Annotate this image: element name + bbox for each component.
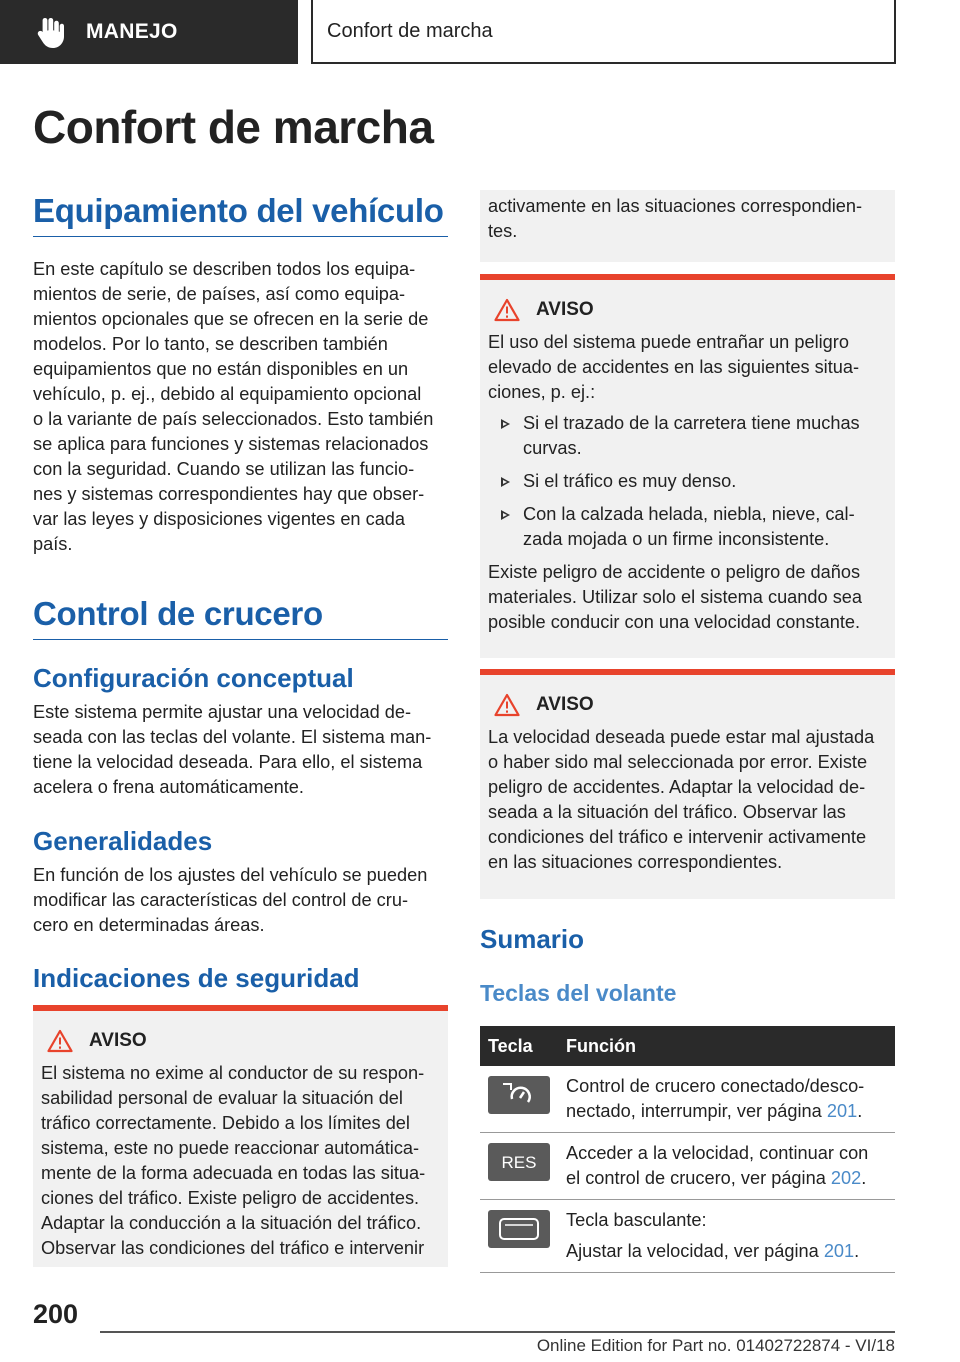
- warning-triangle-icon: [47, 1029, 73, 1053]
- text-line: El sistema no exime al conductor de su respon-: [41, 1063, 425, 1083]
- function-text: Tecla basculante:: [566, 1210, 707, 1230]
- text-line: equipamientos que no están disponibles en un: [33, 359, 409, 379]
- list-item: [488, 469, 887, 494]
- table-header-row: [480, 1026, 895, 1066]
- page-number: 200: [33, 1299, 79, 1329]
- text-line: país.: [33, 534, 73, 554]
- text-line: tráfico correctamente. Debido a los límites del: [41, 1113, 410, 1133]
- text-line: ciones, p. ej.:: [488, 382, 596, 402]
- text-line: La velocidad deseada puede estar mal ajustada: [488, 727, 875, 747]
- key-icon-cell: [480, 1133, 558, 1200]
- text-line: acelera o frena automáticamente.: [33, 777, 304, 797]
- warning-header-1: [41, 1029, 440, 1053]
- text-line: en las situaciones correspondientes.: [488, 852, 783, 872]
- heading-indicaciones: Indicaciones de seguridad: [33, 963, 360, 993]
- warning-text-1: [41, 1061, 440, 1261]
- text-line: Existe peligro de accidente o peligro de daños: [488, 562, 861, 582]
- text-line: Adaptar la conducción a la situación del tráfico.: [41, 1213, 422, 1233]
- key-icon-cell: [480, 1200, 558, 1273]
- list-item: [488, 411, 887, 461]
- text-line: Si el tráfico es muy denso.: [523, 471, 737, 491]
- warning-box-1: [33, 1005, 448, 1267]
- footer-divider: [100, 1331, 895, 1333]
- text-line: Este sistema permite ajustar una velocidad de-: [33, 702, 412, 722]
- table-row: [480, 1066, 895, 1133]
- warning-bullet-list: [488, 411, 887, 552]
- function-text: Ajustar la velocidad, ver página: [566, 1241, 824, 1261]
- function-text: .: [854, 1241, 860, 1261]
- warning-text-2: [488, 330, 887, 405]
- text-line: se aplica para funciones y sistemas relacionados: [33, 434, 429, 454]
- text-line: Con la calzada helada, niebla, nieve, cal-: [523, 504, 855, 524]
- text-line: Si el trazado de la carretera tiene muchas: [523, 413, 860, 433]
- page-link-201[interactable]: 201: [823, 1241, 855, 1261]
- text-line: En este capítulo se describen todos los equipa-: [33, 259, 416, 279]
- heading-control-crucero: Control de crucero: [33, 595, 448, 640]
- key-icon-cell: [480, 1066, 558, 1133]
- heading-teclas-volante: Teclas del volante: [480, 980, 677, 1006]
- text-line: seada con las teclas del volante. El sistema man-: [33, 727, 432, 747]
- text-line: o la variante de país seleccionados. Esto también: [33, 409, 434, 429]
- warning-header-2: [488, 298, 887, 322]
- text-line: tiene la velocidad deseada. Para ello, el sistema: [33, 752, 423, 772]
- warning-label: AVISO: [89, 1030, 147, 1051]
- text-line: mientos opcionales que se ofrecen en la serie de: [33, 309, 429, 329]
- paragraph-equipamiento: [33, 257, 453, 557]
- function-text: Acceder a la velocidad, continuar con: [566, 1143, 869, 1163]
- wheel-keys-table: [480, 1026, 895, 1273]
- function-text: .: [861, 1168, 867, 1188]
- warning-label: AVISO: [536, 694, 594, 715]
- cruise-control-icon: [488, 1076, 550, 1114]
- text-line: o haber sido mal seleccionada por error. Existe: [488, 752, 868, 772]
- text-line: El uso del sistema puede entrañar un peligro: [488, 332, 849, 352]
- text-line: zada mojada o un firme inconsistente.: [523, 529, 830, 549]
- chapter-title: Confort de marcha: [33, 101, 434, 153]
- text-line: posible conducir con una velocidad constante.: [488, 612, 861, 632]
- warning-continuation: [480, 190, 895, 262]
- text-line: modificar las características del control de cru-: [33, 890, 409, 910]
- text-line: var las leyes y disposiciones vigentes en cada: [33, 509, 406, 529]
- text-line: seada a la situación del tráfico. Observar las: [488, 802, 846, 822]
- text-line: tes.: [488, 221, 518, 241]
- text-line: curvas.: [523, 438, 582, 458]
- function-text: Control de crucero conectado/desco-: [566, 1076, 865, 1096]
- chapter-tab[interactable]: [311, 0, 896, 64]
- warning-triangle-icon: [494, 693, 520, 717]
- warning-box-2: [480, 274, 895, 658]
- heading-generalidades: Generalidades: [33, 826, 213, 856]
- table-row: [480, 1133, 895, 1200]
- warning-label: AVISO: [536, 299, 594, 320]
- text-line: sabilidad personal de evaluar la situación del: [41, 1088, 403, 1108]
- paragraph-generalidades: [33, 863, 453, 938]
- column-header-key: Tecla: [480, 1026, 558, 1066]
- text-line: nes y sistemas correspondientes hay que obser-: [33, 484, 425, 504]
- heading-sumario: Sumario: [480, 924, 585, 954]
- text-line: En función de los ajustes del vehículo se pueden: [33, 865, 428, 885]
- text-line: sistema, este no puede reaccionar automática-: [41, 1138, 420, 1158]
- rocker-switch-icon: [488, 1210, 550, 1248]
- text-line: vehículo, p. ej., debido al equipamiento opcional: [33, 384, 422, 404]
- warning-text-3: [488, 725, 887, 875]
- res-button-icon: RES: [488, 1143, 550, 1181]
- section-tab[interactable]: [0, 0, 298, 64]
- paragraph-configuracion: [33, 700, 453, 800]
- text-line: condiciones del tráfico e intervenir activamente: [488, 827, 867, 847]
- text-line: ciones del tráfico. Existe peligro de accidentes.: [41, 1188, 420, 1208]
- section-label: MANEJO: [86, 20, 178, 43]
- function-text: el control de crucero, ver página: [566, 1168, 831, 1188]
- page-header: [0, 0, 960, 66]
- text-line: cero en determinadas áreas.: [33, 915, 265, 935]
- function-text: nectado, interrumpir, ver página: [566, 1101, 827, 1121]
- text-line: con la seguridad. Cuando se utilizan las funcio-: [33, 459, 415, 479]
- heading-configuracion: Configuración conceptual: [33, 663, 354, 693]
- text-line: materiales. Utilizar solo el sistema cuando sea: [488, 587, 863, 607]
- warning-continuation-text: [488, 194, 887, 244]
- heading-equipamiento: Equipamiento del vehículo: [33, 192, 448, 237]
- warning-triangle-icon: [494, 298, 520, 322]
- text-line: modelos. Por lo tanto, se describen también: [33, 334, 388, 354]
- page-link-202[interactable]: 202: [830, 1168, 862, 1188]
- chapter-tab-label: Confort de marcha: [327, 19, 493, 42]
- text-line: peligro de accidentes. Adaptar la velocidad de-: [488, 777, 866, 797]
- text-line: mientos de serie, de países, así como equipa-: [33, 284, 406, 304]
- function-text: .: [857, 1101, 863, 1121]
- warning-header-3: [488, 693, 887, 717]
- table-row: [480, 1200, 895, 1273]
- edition-text: Online Edition for Part no. 01402722874 - VI/18: [536, 1336, 895, 1355]
- page-link-201[interactable]: 201: [826, 1101, 858, 1121]
- key-function-cell: [558, 1066, 895, 1133]
- text-line: mente de la forma adecuada en todas las situa-: [41, 1163, 426, 1183]
- text-line: activamente en las situaciones correspondien-: [488, 196, 863, 216]
- warning-text-2-after: [488, 560, 887, 635]
- key-function-cell: [558, 1133, 895, 1200]
- text-line: elevado de accidentes en las siguientes situa-: [488, 357, 860, 377]
- warning-box-3: [480, 669, 895, 899]
- list-item: [488, 502, 887, 552]
- hand-pointer-icon: [36, 16, 64, 48]
- column-header-function: Función: [558, 1026, 895, 1066]
- key-function-cell: [558, 1200, 895, 1273]
- text-line: Observar las condiciones del tráfico e intervenir: [41, 1238, 425, 1258]
